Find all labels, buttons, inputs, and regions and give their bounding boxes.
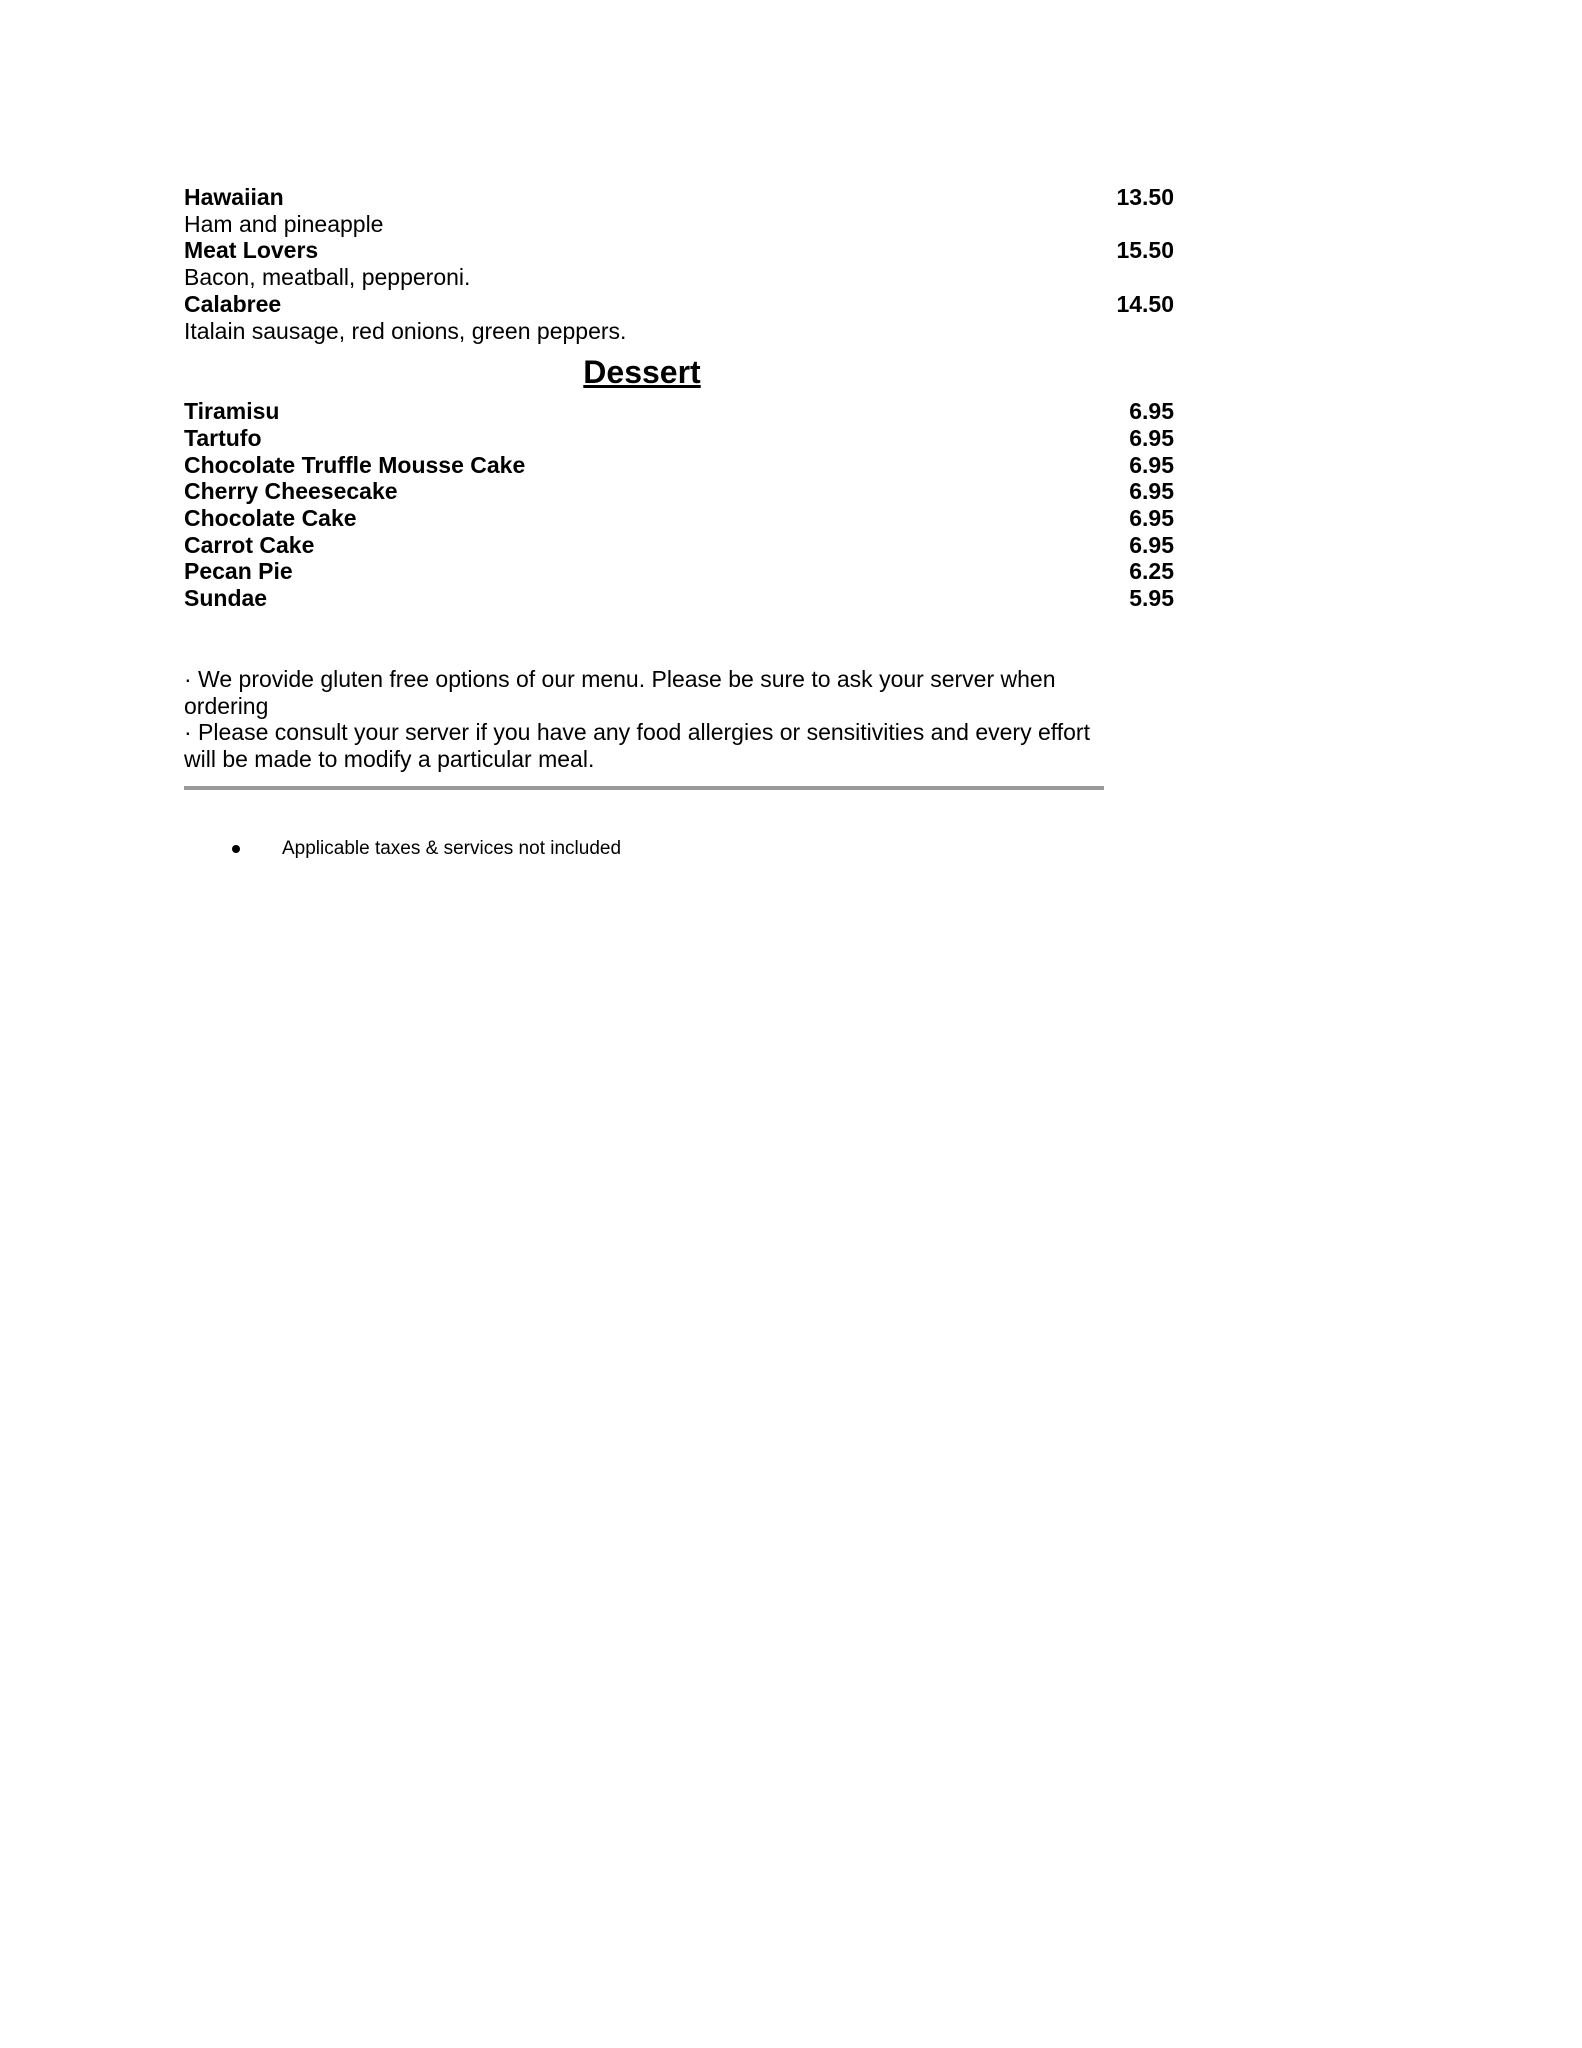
divider: [184, 786, 1104, 790]
menu-item-row: [184, 237, 1174, 264]
item-name: Tiramisu: [184, 398, 280, 425]
item-price: 6.95: [1129, 398, 1174, 425]
menu-item: [184, 237, 1174, 290]
dessert-heading: Dessert: [583, 354, 701, 391]
menu-item: [184, 291, 1174, 344]
item-price: 6.95: [1129, 531, 1174, 558]
item-price: 15.50: [1116, 237, 1174, 264]
item-description: Ham and pineapple: [184, 210, 384, 237]
dessert-item: [184, 532, 1174, 559]
item-price: 5.95: [1129, 585, 1174, 612]
dessert-item: [184, 558, 1174, 585]
menu-page: [184, 184, 1174, 860]
item-name: Tartufo: [184, 424, 262, 451]
item-name: Meat Lovers: [184, 237, 319, 264]
item-name: Pecan Pie: [184, 558, 293, 585]
item-price: 6.95: [1129, 478, 1174, 505]
item-name: Sundae: [184, 585, 268, 612]
menu-item-row: [184, 291, 1174, 318]
item-price: 6.95: [1129, 505, 1174, 532]
menu-notes: [184, 666, 1104, 773]
item-price: 14.50: [1116, 290, 1174, 317]
dessert-list: [184, 398, 1174, 612]
item-name: Chocolate Truffle Mousse Cake: [184, 451, 526, 478]
item-price: 6.25: [1129, 558, 1174, 585]
dessert-item: [184, 398, 1174, 425]
item-name: Calabree: [184, 290, 282, 317]
item-price: 13.50: [1116, 184, 1174, 210]
dessert-item: [184, 425, 1174, 452]
taxes-footnote: [232, 838, 1174, 860]
item-description: Italain sausage, red onions, green peppers.: [184, 317, 627, 344]
item-name: Cherry Cheesecake: [184, 478, 398, 505]
dessert-item: [184, 585, 1174, 612]
item-name: Chocolate Cake: [184, 505, 357, 532]
gluten-free-note: · We provide gluten free options of our menu. Please be sure to ask your server when ordering: [184, 665, 1056, 719]
pizza-list: [184, 184, 1174, 344]
dessert-item: [184, 478, 1174, 505]
footnote-text: Applicable taxes & services not included: [282, 837, 622, 859]
item-name: Carrot Cake: [184, 531, 315, 558]
dessert-item: [184, 505, 1174, 532]
menu-item: [184, 184, 1174, 237]
item-price: 6.95: [1129, 424, 1174, 451]
menu-item-row: [184, 184, 1174, 211]
item-description: Bacon, meatball, pepperoni.: [184, 264, 471, 291]
item-price: 6.95: [1129, 451, 1174, 478]
allergy-note: · Please consult your server if you have any food allergies or sensitivities and every effort will be made to modify a particular meal.: [184, 719, 1090, 772]
item-name: Hawaiian: [184, 184, 284, 210]
dessert-item: [184, 452, 1174, 479]
bullet-icon: [232, 845, 240, 853]
